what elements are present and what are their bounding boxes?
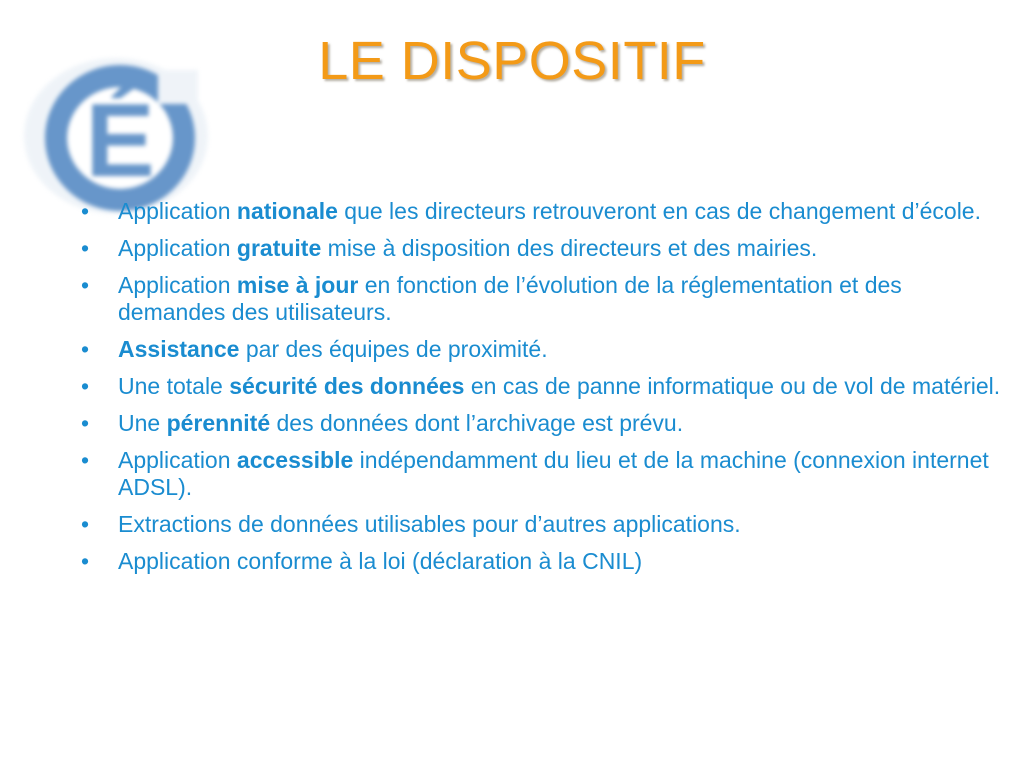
bullet-text <box>118 447 989 500</box>
bullet-text-after: en cas de panne informatique ou de vol de matériel. <box>464 373 1001 399</box>
bullet-dot-icon: • <box>81 511 90 537</box>
bullet-text-emphasis: accessible <box>236 447 354 473</box>
bullet-dot-icon: • <box>81 235 90 261</box>
bullet-text-before: Application <box>118 272 237 298</box>
bullet-dot-icon: • <box>81 548 90 574</box>
bullet-text <box>118 235 817 261</box>
bullet-text-before: Application <box>118 198 237 224</box>
bullet-dot-icon: • <box>81 373 90 399</box>
bullet-text-after: des données dont l’archivage est prévu. <box>270 410 684 436</box>
bullet-text-after: mise à disposition des directeurs et des mairies. <box>321 235 818 261</box>
bullet-text <box>118 198 981 224</box>
bullet-text-before: Extractions de données utilisables pour d’autres applications. <box>118 511 741 537</box>
bullet-text-before: Application <box>118 447 237 473</box>
bullet-text <box>118 410 683 436</box>
bullet-dot-icon: • <box>81 410 90 436</box>
bullet-text-after: en fonction de l’évolution de la réglementation et des demandes des utilisateurs. <box>118 272 902 325</box>
bullet-text <box>118 373 1000 399</box>
bullet-text-before: Application <box>118 235 237 261</box>
bullet-text-before: Une totale <box>118 373 230 399</box>
bullet-item <box>80 447 1015 501</box>
bullet-text <box>118 511 741 537</box>
bullet-text-after: indépendamment du lieu et de la machine (connexion internet ADSL). <box>118 447 989 500</box>
bullet-dot-icon: • <box>81 336 90 362</box>
bullet-item <box>80 272 1015 326</box>
bullet-text-emphasis: nationale <box>236 198 338 224</box>
bullet-list <box>80 198 1015 575</box>
logo-letter: É <box>85 83 155 199</box>
bullet-text-after: que les directeurs retrouveront en cas de changement d’école. <box>337 198 981 224</box>
bullet-text-before: Une <box>118 410 167 436</box>
bullet-item <box>80 198 1015 225</box>
bullet-text-emphasis: gratuite <box>236 235 322 261</box>
bullet-dot-icon: • <box>81 272 90 298</box>
bullet-item <box>80 336 1015 363</box>
bullet-text-emphasis: sécurité des données <box>229 373 465 399</box>
bullet-item <box>80 511 1015 538</box>
bullet-item <box>80 548 1015 575</box>
slide-title: LE DISPOSITIF <box>318 31 706 91</box>
bullet-text-emphasis: Assistance <box>118 336 240 362</box>
bullet-dot-icon: • <box>81 198 90 224</box>
bullet-item <box>80 235 1015 262</box>
bullet-item <box>80 373 1015 400</box>
bullet-text <box>118 272 902 325</box>
bullet-dot-icon: • <box>81 447 90 473</box>
bullet-text-emphasis: mise à jour <box>236 272 359 298</box>
bullet-text-after: par des équipes de proximité. <box>239 336 548 362</box>
bullet-text-emphasis: pérennité <box>166 410 271 436</box>
bullet-text <box>118 548 642 574</box>
bullet-item <box>80 410 1015 437</box>
bullet-text-before: Application conforme à la loi (déclaration à la CNIL) <box>118 548 643 574</box>
slide-content <box>80 198 1015 585</box>
bullet-text <box>118 336 548 362</box>
